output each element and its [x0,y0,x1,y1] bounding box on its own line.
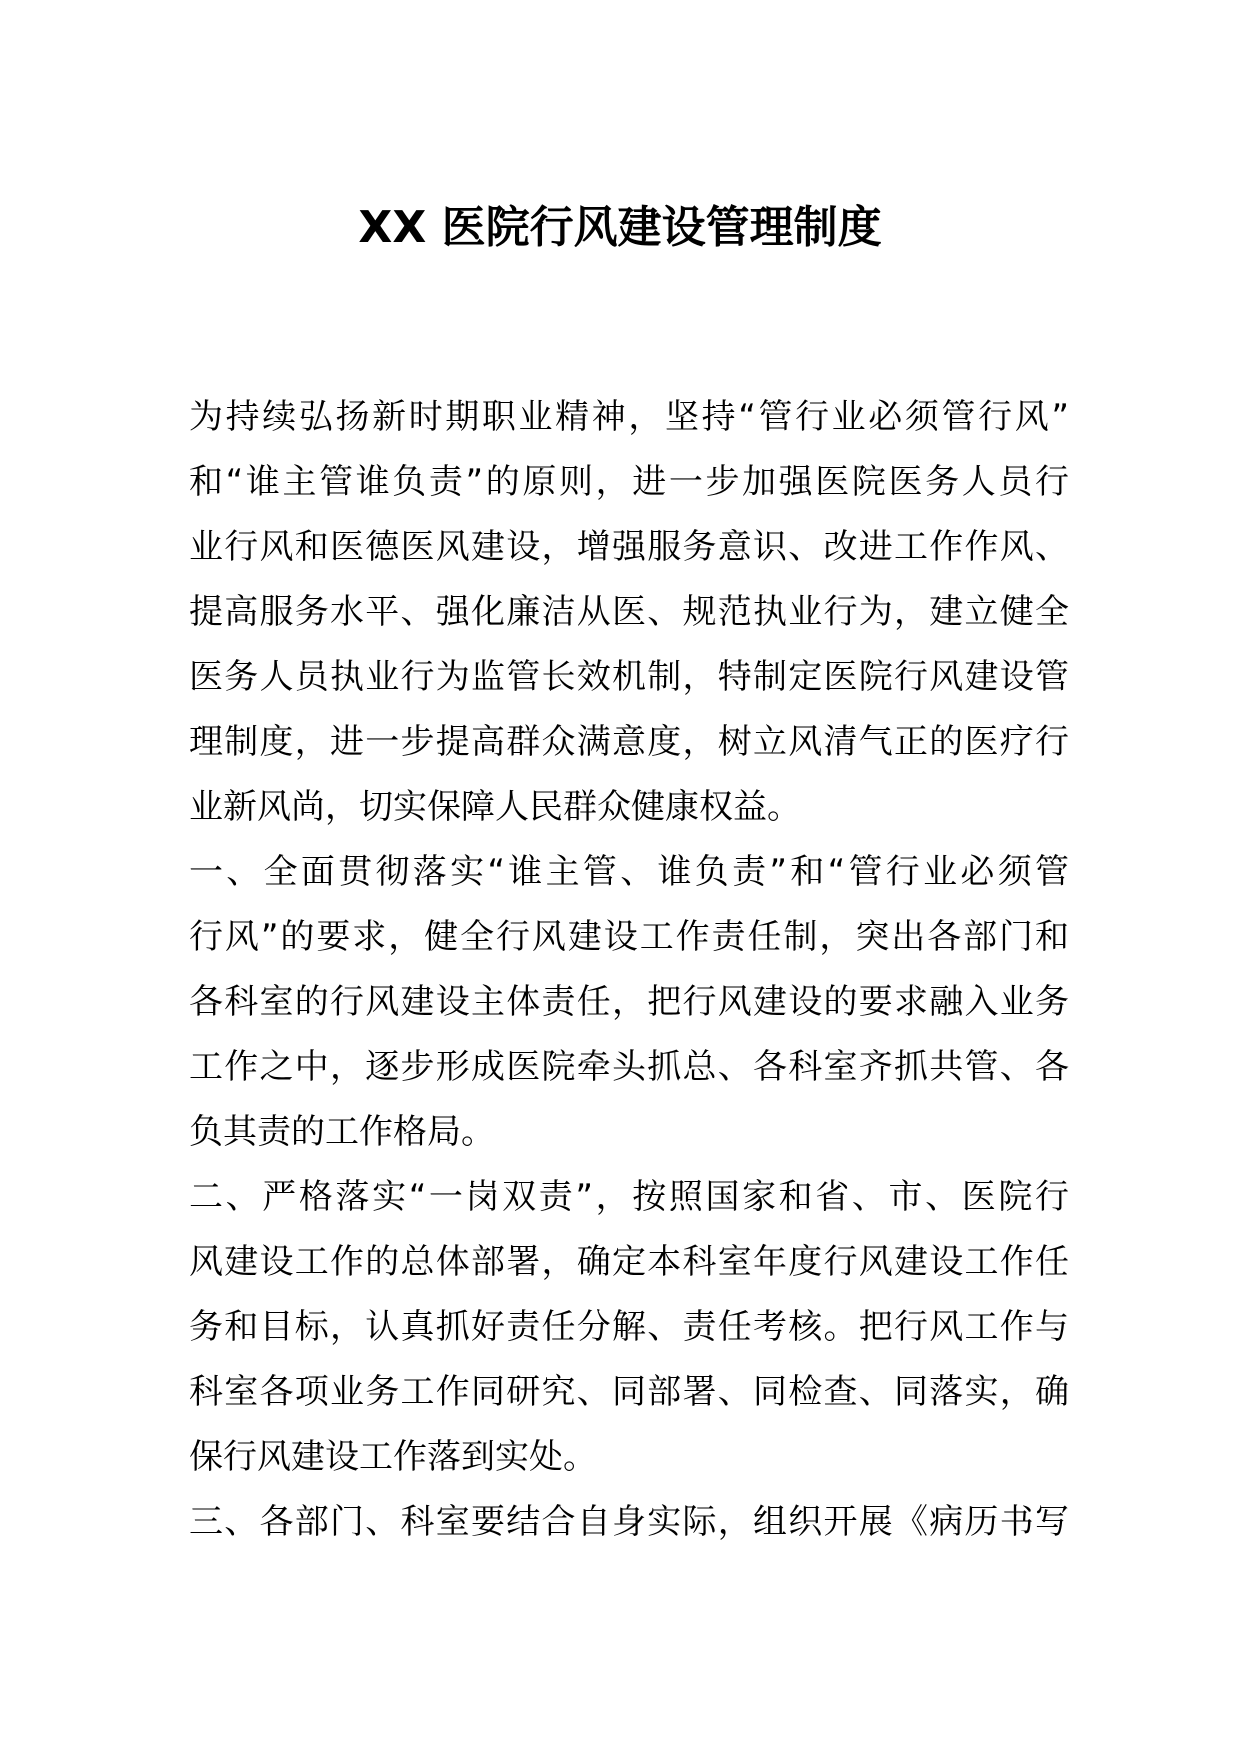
text-line: 提高服务水平、强化廉洁从医、规范执业行为，建立健全 [189,592,1069,632]
text-line: 理制度，进一步提高群众满意度，树立风清气正的医疗行 [189,722,1069,762]
text-line: 各科室的行风建设主体责任，把行风建设的要求融入业务 [189,982,1069,1022]
text-line: 务和目标，认真抓好责任分解、责任考核。把行风工作与 [189,1307,1069,1347]
text-line: 医务人员执业行为监管长效机制，特制定医院行风建设管 [189,657,1069,697]
text-line: 保行风建设工作落到实处。 [189,1437,597,1477]
text-line: 为持续弘扬新时期职业精神，坚持“管行业必须管行风” [189,397,1069,437]
text-line: 风建设工作的总体部署，确定本科室年度行风建设工作任 [189,1242,1069,1282]
text-line: 负其责的工作格局。 [189,1112,495,1152]
text-line: 和“谁主管谁负责”的原则，进一步加强医院医务人员行 [189,462,1069,502]
paragraph-section-2 [189,1165,1069,1490]
paragraph-intro [189,385,1069,840]
text-line: 科室各项业务工作同研究、同部署、同检查、同落实，确 [189,1372,1069,1412]
document-title: XX 医院行风建设管理制度 [358,202,882,253]
text-line: 二、严格落实“一岗双责”，按照国家和省、市、医院行 [189,1177,1069,1217]
text-line: 一、全面贯彻落实“谁主管、谁负责”和“管行业必须管 [189,852,1069,892]
text-line: 行风”的要求，健全行风建设工作责任制，突出各部门和 [189,917,1069,957]
text-line: 工作之中，逐步形成医院牵头抓总、各科室齐抓共管、各 [189,1047,1069,1087]
document-body [189,385,1069,1555]
paragraph-section-1 [189,840,1069,1165]
paragraph-section-3 [189,1490,1069,1555]
text-line: 三、各部门、科室要结合自身实际，组织开展《病历书写 [189,1502,1069,1542]
text-line: 业行风和医德医风建设，增强服务意识、改进工作作风、 [189,527,1069,567]
text-line: 业新风尚，切实保障人民群众健康权益。 [189,787,801,827]
